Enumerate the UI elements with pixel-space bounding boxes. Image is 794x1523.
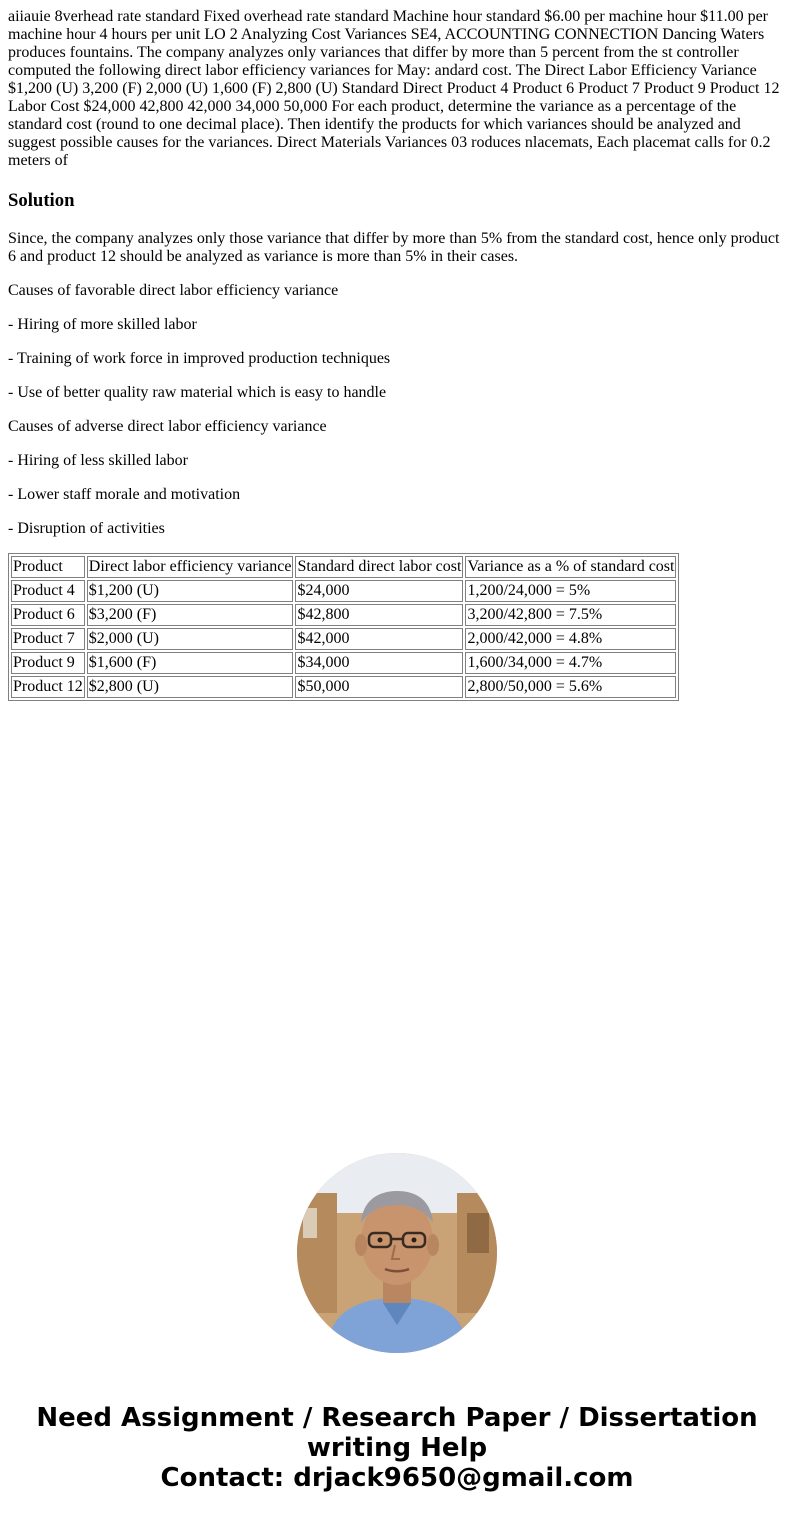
table-row xyxy=(11,580,676,602)
banner-line: writing Help xyxy=(306,1433,488,1463)
table-cell: Product 9 xyxy=(11,652,85,674)
document-body xyxy=(0,0,794,701)
table-row xyxy=(11,604,676,626)
favorable-causes-heading: Causes of favorable direct labor efficiency variance xyxy=(8,282,339,299)
table-header-cell: Variance as a % of standard cost xyxy=(465,556,676,578)
solution-heading: Solution xyxy=(8,190,75,211)
table-cell: $50,000 xyxy=(295,676,463,698)
table-cell: Product 7 xyxy=(11,628,85,650)
favorable-cause-item: - Training of work force in improved production techniques xyxy=(8,350,391,367)
table-cell: 3,200/42,800 = 7.5% xyxy=(465,604,676,626)
solution-summary: Since, the company analyzes only those variance that differ by more than 5% from the standard cost, hence only product 6 and product 12 should be analyzed as variance is more than 5% in their cases. xyxy=(8,230,780,265)
adverse-cause-item: - Hiring of less skilled labor xyxy=(8,452,188,469)
table-header-cell: Product xyxy=(11,556,85,578)
favorable-cause-item: - Use of better quality raw material which is easy to handle xyxy=(8,384,387,401)
table-row xyxy=(11,652,676,674)
contact-banner xyxy=(0,1403,794,1493)
adverse-cause-item: - Lower staff morale and motivation xyxy=(8,486,241,503)
table-cell: 1,200/24,000 = 5% xyxy=(465,580,676,602)
banner-line: Need Assignment / Research Paper / Dissertation xyxy=(36,1403,758,1433)
table-cell: $1,200 (U) xyxy=(87,580,294,602)
question-text: aiiauie 8verhead rate standard Fixed overhead rate standard Machine hour standard $6.00 per machine hour $11.00 per machine hour 4 hours per unit LO 2 Analyzing Cost Variances SE4, ACCOUNTING CONNECTION Dancing Waters produces fountains. The company analyzes only variances that differ by more than 5 percent from the st controller computed the following direct labor efficiency variances for May: andard cost. The Direct Labor Efficiency Variance $1,200 (U) 3,200 (F) 2,000 (U) 1,600 (F) 2,800 (U) Standard Direct Product 4 Product 6 Product 7 Product 9 Product 12 Labor Cost $24,000 42,800 42,000 34,000 50,000 For each product, determine the variance as a percentage of the standard cost (round to one decimal place). Then identify the products for which variances should be analyzed and suggest possible causes for the variances. Direct Materials Variances 03 roduces nlacemats, Each placemat calls for 0.2 meters of xyxy=(8,8,780,169)
favorable-cause-item: - Hiring of more skilled labor xyxy=(8,316,197,333)
table-cell: $24,000 xyxy=(295,580,463,602)
table-row xyxy=(11,628,676,650)
author-photo xyxy=(297,1153,497,1353)
table-header-cell: Standard direct labor cost xyxy=(295,556,463,578)
table-cell: $2,800 (U) xyxy=(87,676,294,698)
table-cell: Product 12 xyxy=(11,676,85,698)
table-header-cell: Direct labor efficiency variance xyxy=(87,556,294,578)
table-row xyxy=(11,676,676,698)
table-cell: $2,000 (U) xyxy=(87,628,294,650)
author-photo-illustration xyxy=(297,1153,497,1353)
table-cell: $1,600 (F) xyxy=(87,652,294,674)
table-header-row xyxy=(11,556,676,578)
variance-table xyxy=(8,553,679,701)
table-cell: $42,000 xyxy=(295,628,463,650)
adverse-causes-heading: Causes of adverse direct labor efficiency variance xyxy=(8,418,327,435)
table-cell: 2,000/42,000 = 4.8% xyxy=(465,628,676,650)
adverse-cause-item: - Disruption of activities xyxy=(8,520,165,537)
table-cell: Product 4 xyxy=(11,580,85,602)
table-cell: 2,800/50,000 = 5.6% xyxy=(465,676,676,698)
contact-email: Contact: drjack9650@gmail.com xyxy=(160,1463,634,1493)
table-cell: Product 6 xyxy=(11,604,85,626)
table-cell: $34,000 xyxy=(295,652,463,674)
table-cell: 1,600/34,000 = 4.7% xyxy=(465,652,676,674)
table-cell: $3,200 (F) xyxy=(87,604,294,626)
table-cell: $42,800 xyxy=(295,604,463,626)
